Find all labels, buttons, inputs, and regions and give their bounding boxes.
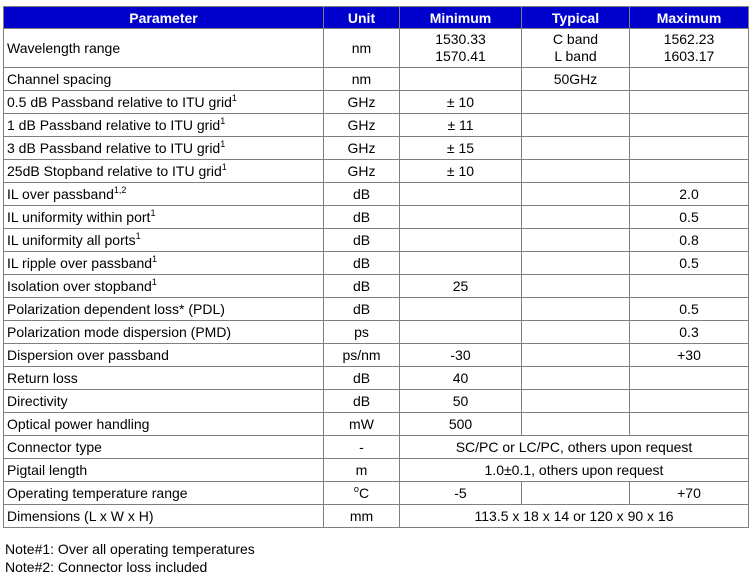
min-cell <box>400 229 522 252</box>
min-value-2: 1570.41 <box>435 48 486 64</box>
min-cell: ± 10 <box>400 160 522 183</box>
param-cell: Operating temperature range <box>4 482 324 505</box>
typ-cell <box>522 482 630 505</box>
note-1: Note#1: Over all operating temperatures <box>5 541 255 557</box>
row-il-passband <box>4 183 749 206</box>
row-directivity <box>4 390 749 413</box>
unit-cell: dB <box>324 183 400 206</box>
unit-cell: - <box>324 436 400 459</box>
max-cell <box>630 114 749 137</box>
header-row <box>4 7 749 29</box>
row-isolation <box>4 275 749 298</box>
min-cell <box>400 206 522 229</box>
param-cell <box>4 183 324 206</box>
typ-cell <box>522 206 630 229</box>
max-value-2: 1603.17 <box>663 48 715 64</box>
footnote-mark: 1 <box>221 161 227 172</box>
min-cell <box>400 252 522 275</box>
typ-cell <box>522 413 630 436</box>
max-cell <box>630 68 749 91</box>
param-cell: Optical power handling <box>4 413 324 436</box>
param-text: Isolation over stopband <box>7 277 152 294</box>
max-cell <box>630 390 749 413</box>
param-cell: Directivity <box>4 390 324 413</box>
param-cell <box>4 160 324 183</box>
param-cell: Return loss <box>4 367 324 390</box>
footnote-mark: 1 <box>152 253 158 264</box>
min-value-1: 1530.33 <box>435 31 486 47</box>
max-cell <box>630 413 749 436</box>
max-cell <box>630 275 749 298</box>
typ-cell <box>522 390 630 413</box>
row-stopband-25 <box>4 160 749 183</box>
param-cell <box>4 137 324 160</box>
typ-cell <box>522 91 630 114</box>
unit-cell: ps <box>324 321 400 344</box>
param-cell: Channel spacing <box>4 68 324 91</box>
min-cell: 50 <box>400 390 522 413</box>
param-text: IL over passband <box>7 185 114 202</box>
unit-cell: mm <box>324 505 400 528</box>
typ-cell <box>522 160 630 183</box>
param-text: IL ripple over passband <box>7 254 153 271</box>
param-cell <box>4 206 324 229</box>
header-minimum: Minimum <box>400 7 522 29</box>
param-cell: Polarization mode dispersion (PMD) <box>4 321 324 344</box>
min-cell <box>400 298 522 321</box>
row-pigtail <box>4 459 749 482</box>
unit-cell: GHz <box>324 114 400 137</box>
unit-cell: m <box>324 459 400 482</box>
row-il-ripple <box>4 252 749 275</box>
footnote-mark: 1 <box>231 92 237 103</box>
min-cell: -30 <box>400 344 522 367</box>
param-cell: Dimensions (L x W x H) <box>4 505 324 528</box>
row-wavelength <box>4 29 749 68</box>
row-passband-1 <box>4 114 749 137</box>
max-cell <box>630 160 749 183</box>
footnote-mark: 1 <box>220 138 226 149</box>
min-cell: 40 <box>400 367 522 390</box>
unit-cell: GHz <box>324 137 400 160</box>
merged-value-cell: 1.0±0.1, others upon request <box>400 459 749 482</box>
row-dimensions <box>4 505 749 528</box>
row-passband-05 <box>4 91 749 114</box>
typ-cell <box>522 114 630 137</box>
min-cell: -5 <box>400 482 522 505</box>
row-connector <box>4 436 749 459</box>
param-text: IL uniformity within port <box>7 208 151 225</box>
typ-cell <box>522 275 630 298</box>
max-cell: 0.5 <box>630 206 749 229</box>
min-cell: ± 11 <box>400 114 522 137</box>
notes <box>5 540 255 576</box>
min-cell <box>400 183 522 206</box>
unit-text: C <box>358 484 370 501</box>
max-cell: +70 <box>630 482 749 505</box>
param-cell: Pigtail length <box>4 459 324 482</box>
min-cell <box>400 321 522 344</box>
merged-value-cell: SC/PC or LC/PC, others upon request <box>400 436 749 459</box>
max-cell <box>630 367 749 390</box>
typ-cell <box>522 183 630 206</box>
max-cell: +30 <box>630 344 749 367</box>
spec-table <box>3 6 749 528</box>
header-typical: Typical <box>522 7 630 29</box>
typ-cell <box>522 321 630 344</box>
footnote-mark: 1 <box>220 115 226 126</box>
typ-value-2: L band <box>554 48 597 64</box>
param-cell: Polarization dependent loss* (PDL) <box>4 298 324 321</box>
header-unit: Unit <box>324 7 400 29</box>
unit-cell: dB <box>324 390 400 413</box>
max-cell: 0.5 <box>630 252 749 275</box>
row-il-uniformity-all <box>4 229 749 252</box>
row-pdl <box>4 298 749 321</box>
max-cell <box>630 137 749 160</box>
param-cell: Wavelength range <box>4 29 324 68</box>
min-cell: 25 <box>400 275 522 298</box>
note-2: Note#2: Connector loss included <box>5 559 208 575</box>
footnote-mark: 1,2 <box>113 184 127 195</box>
merged-value-cell: 113.5 x 18 x 14 or 120 x 90 x 16 <box>400 505 749 528</box>
max-cell: 2.0 <box>630 183 749 206</box>
min-cell <box>400 68 522 91</box>
typ-cell <box>522 229 630 252</box>
max-cell: 0.3 <box>630 321 749 344</box>
unit-cell: dB <box>324 275 400 298</box>
unit-cell: ps/nm <box>324 344 400 367</box>
typ-cell: 50GHz <box>522 68 630 91</box>
typ-cell <box>522 367 630 390</box>
unit-cell: nm <box>324 68 400 91</box>
typ-value-1: C band <box>552 31 599 47</box>
max-cell <box>630 29 749 68</box>
footnote-mark: 1 <box>150 207 156 218</box>
unit-cell: dB <box>324 252 400 275</box>
row-power-handling <box>4 413 749 436</box>
min-cell: ± 10 <box>400 91 522 114</box>
max-cell: 0.5 <box>630 298 749 321</box>
max-cell <box>630 91 749 114</box>
param-cell <box>4 252 324 275</box>
unit-cell: GHz <box>324 91 400 114</box>
unit-cell <box>324 482 400 505</box>
header-parameter: Parameter <box>4 7 324 29</box>
param-cell: Dispersion over passband <box>4 344 324 367</box>
row-channel-spacing <box>4 68 749 91</box>
max-value-1: 1562.23 <box>663 31 715 47</box>
unit-cell: GHz <box>324 160 400 183</box>
row-temperature <box>4 482 749 505</box>
typ-cell <box>522 252 630 275</box>
param-text: 3 dB Passband relative to ITU grid <box>7 139 221 156</box>
max-cell: 0.8 <box>630 229 749 252</box>
footnote-mark: 1 <box>151 276 157 287</box>
unit-cell: dB <box>324 206 400 229</box>
unit-cell: dB <box>324 229 400 252</box>
unit-cell: mW <box>324 413 400 436</box>
param-cell <box>4 114 324 137</box>
unit-cell: nm <box>324 29 400 68</box>
typ-cell <box>522 298 630 321</box>
row-il-uniformity-port <box>4 206 749 229</box>
unit-cell: dB <box>324 298 400 321</box>
param-cell <box>4 275 324 298</box>
unit-cell: dB <box>324 367 400 390</box>
typ-cell <box>522 344 630 367</box>
min-cell: 500 <box>400 413 522 436</box>
param-text: IL uniformity all ports <box>7 231 136 248</box>
typ-cell <box>522 137 630 160</box>
typ-cell <box>522 29 630 68</box>
param-cell: Connector type <box>4 436 324 459</box>
header-maximum: Maximum <box>630 7 749 29</box>
min-cell: ± 15 <box>400 137 522 160</box>
row-dispersion <box>4 344 749 367</box>
min-cell <box>400 29 522 68</box>
footnote-mark: 1 <box>135 230 141 241</box>
row-pmd <box>4 321 749 344</box>
param-cell <box>4 229 324 252</box>
param-text: 25dB Stopband relative to ITU grid <box>7 162 222 179</box>
param-cell <box>4 91 324 114</box>
row-return-loss <box>4 367 749 390</box>
row-passband-3 <box>4 137 749 160</box>
degree-mark: o <box>353 483 359 494</box>
param-text: 1 dB Passband relative to ITU grid <box>7 116 221 133</box>
param-text: 0.5 dB Passband relative to ITU grid <box>7 93 232 110</box>
